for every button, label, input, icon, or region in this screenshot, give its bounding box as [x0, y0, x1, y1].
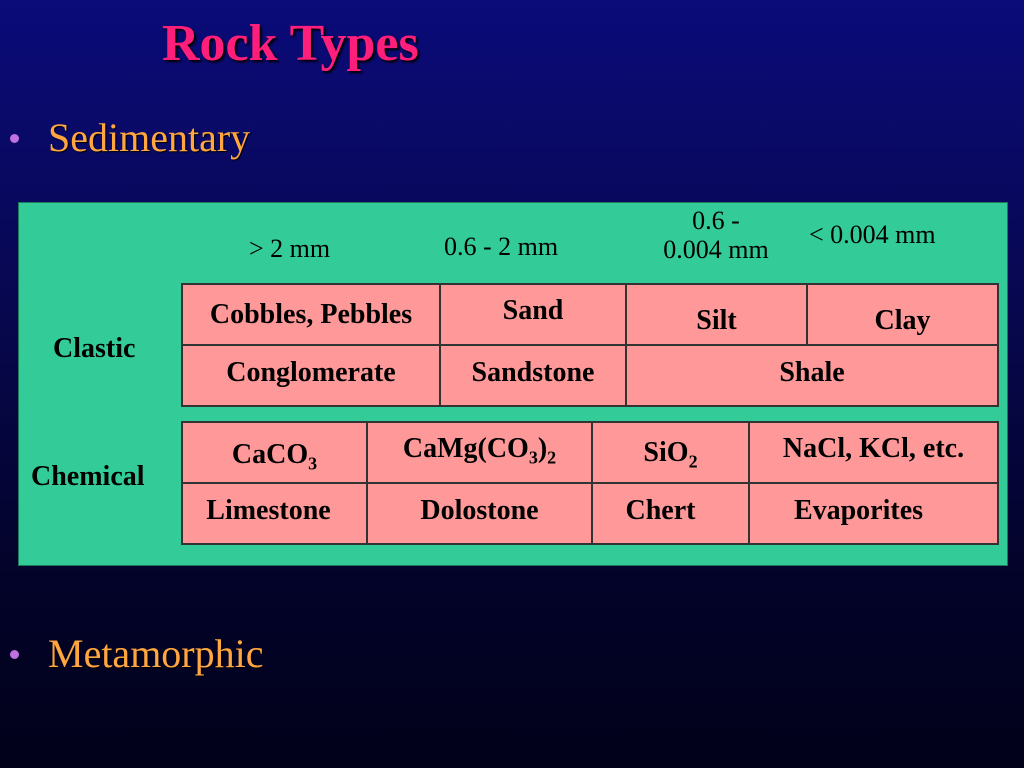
rock-evaporites: Evaporites: [793, 495, 924, 526]
rock-sandstone: Sandstone: [471, 357, 595, 388]
slide-title: Rock Types: [162, 15, 419, 72]
rock-limestone: Limestone: [206, 495, 331, 526]
clastic-row-divider: [183, 344, 997, 346]
rock-conglomerate: Conglomerate: [226, 357, 396, 388]
formula-camgco32: $CaMg(CO_3)_2$: [402, 433, 557, 468]
bullet-dot-icon: [10, 650, 19, 659]
grain-sand: Sand: [502, 295, 564, 326]
clastic-label: Clastic: [53, 333, 136, 364]
bullet-text: Metamorphic: [48, 631, 264, 676]
size-header-lt0.004mm: < 0.004 mm: [809, 220, 936, 249]
chemical-row-divider: [183, 482, 997, 484]
formula-sio2: SiO$_2$: [643, 437, 698, 472]
formula-caco3: CaCO$_3$: [231, 439, 318, 474]
grain-clay: Clay: [874, 305, 931, 336]
formula-salts: NaCl, KCl, etc.: [782, 433, 965, 464]
size-header-line1: 0.6 -: [692, 206, 740, 235]
size-header-line2: 0.004 mm: [663, 234, 769, 264]
bullet-text: Sedimentary: [48, 115, 251, 160]
size-header-0.6-2mm: 0.6 - 2 mm: [444, 232, 559, 261]
size-header-gt2mm: > 2 mm: [249, 234, 331, 263]
chemical-table: [181, 421, 999, 545]
bullet-metamorphic: [10, 631, 264, 676]
rock-chert: Chert: [625, 495, 696, 526]
bullet-sedimentary: [10, 115, 251, 160]
chemical-label: Chemical: [31, 461, 145, 492]
rock-dolostone: Dolostone: [420, 495, 539, 526]
rock-shale: Shale: [779, 357, 845, 388]
size-header-0.6-0.004mm: [646, 207, 786, 264]
rock-classification-panel: [18, 202, 1008, 566]
grain-silt: Silt: [696, 305, 737, 336]
grain-cobbles-pebbles: Cobbles, Pebbles: [209, 299, 413, 330]
bullet-dot-icon: [10, 134, 19, 143]
clastic-table: [181, 283, 999, 407]
